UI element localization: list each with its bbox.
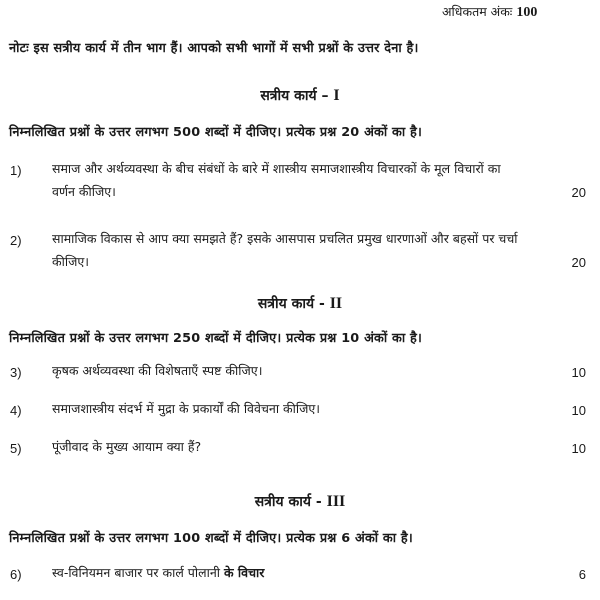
question-text-bold: के विचार	[223, 565, 265, 580]
section-title-3	[0, 492, 600, 511]
question-number: 4)	[10, 403, 22, 418]
question-marks: 10	[571, 403, 586, 418]
section-title-1	[0, 86, 600, 105]
section-title-prefix: सत्रीय कार्य -	[257, 296, 325, 312]
question-text	[52, 561, 522, 584]
section-roman-numeral: I	[333, 87, 340, 104]
max-marks-value: 100	[516, 5, 538, 20]
max-marks-label: अधिकतम अंकः	[442, 4, 513, 19]
section-title-prefix: सत्रीय कार्य -	[254, 494, 322, 510]
section-3-instruction: निम्नलिखित प्रश्नों के उत्तर लगभग 100 शब्दों में दीजिए। प्रत्येक प्रश्न 6 अंकों का है।	[9, 531, 413, 546]
question-marks: 20	[571, 255, 586, 270]
question-number: 3)	[10, 365, 22, 380]
question-text: कृषक अर्थव्यवस्था की विशेषताएँ स्पष्ट कीजिए।	[52, 363, 263, 378]
question-text: समाज और अर्थव्यवस्था के बीच संबंधों के बारे में शास्त्रीय समाजशास्त्रीय विचारकों के मूल विचारों का वर्णन कीजिए।	[52, 161, 501, 199]
question-text: सामाजिक विकास से आप क्या समझते हैं? इसके आसपास प्रचलित प्रमुख धारणाओं और बहसों पर चर्चा कीजिए।	[52, 231, 518, 269]
question-text-regular: स्व-विनियमन बाजार पर कार्ल पोलानी	[52, 565, 220, 580]
section-title-prefix: सत्रीय कार्य –	[260, 88, 329, 104]
section-title-2	[0, 294, 600, 313]
question-marks: 6	[578, 567, 586, 582]
question-text: समाजशास्त्रीय संदर्भ में मुद्रा के प्रकार्यों की विवेचना कीजिए।	[52, 401, 321, 416]
question-number: 5)	[10, 441, 22, 456]
question-number: 2)	[10, 233, 22, 248]
section-1-instruction: निम्नलिखित प्रश्नों के उत्तर लगभग 500 शब्दों में दीजिए। प्रत्येक प्रश्न 20 अंकों का है।	[9, 125, 423, 140]
section-roman-numeral: III	[326, 493, 346, 510]
section-roman-numeral: II	[329, 295, 343, 312]
question-number: 1)	[10, 163, 22, 178]
question-marks: 10	[571, 365, 586, 380]
max-marks	[442, 3, 537, 21]
note-text: नोटः इस सत्रीय कार्य में तीन भाग हैं। आपको सभी भागों में सभी प्रश्नों के उत्तर देना है।	[9, 41, 419, 56]
question-text: पूंजीवाद के मुख्य आयाम क्या हैं?	[52, 439, 202, 454]
section-2-instruction: निम्नलिखित प्रश्नों के उत्तर लगभग 250 शब्दों में दीजिए। प्रत्येक प्रश्न 10 अंकों का है।	[9, 331, 423, 346]
question-marks: 10	[571, 441, 586, 456]
question-number: 6)	[10, 567, 22, 582]
question-marks: 20	[571, 185, 586, 200]
